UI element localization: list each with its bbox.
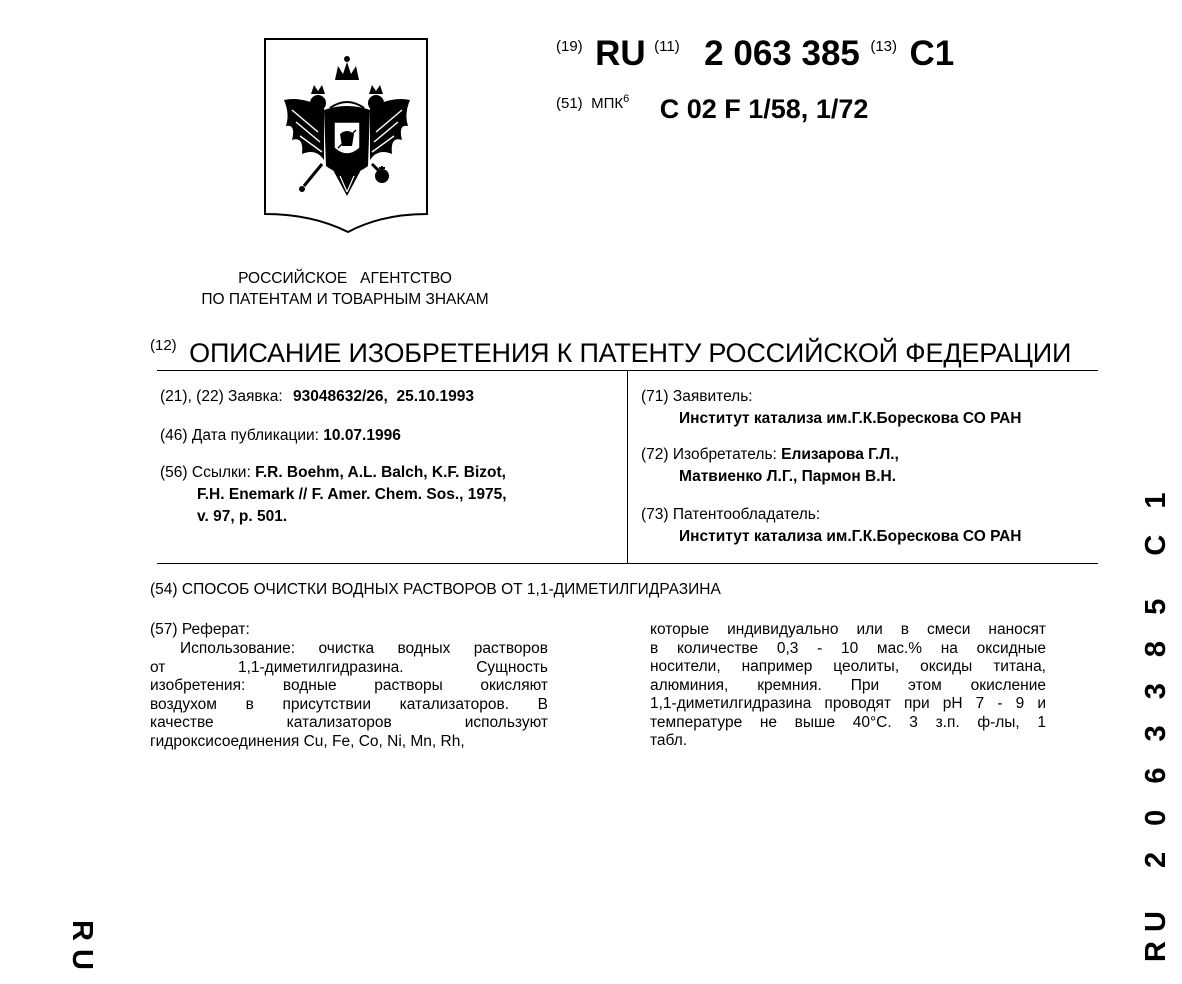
inventor-line-2: Матвиенко Л.Г., Пармон В.Н. [679,468,897,485]
right-margin-patent-number: RU 2 0 6 3 3 8 5 C 1 [1140,483,1172,962]
references-line-1: F.R. Boehm, A.L. Balch, K.F. Bizot, [255,464,506,481]
left-margin-country-code: RU [66,920,98,978]
publication-label: (46) Дата публикации: [160,427,319,444]
abstract-right-line: которые индивидуально или в смеси наносят [650,621,1046,638]
ipc-label: МПК [591,95,624,112]
abstract-right-line: в количестве 0,3 - 10 мас.% на оксидные [650,639,1046,657]
abstract-left-line: воздухом в присутствии катализаторов. В [150,695,548,713]
ipc-line [556,94,868,125]
owner-field [641,504,1021,548]
abstract-left-line: Использование: очистка водных растворов [180,640,548,657]
inventor-field [641,444,899,488]
owner-value: Институт катализа им.Г.К.Борескова СО РАН [679,528,1022,545]
publication-field [160,425,401,447]
patent-header-line [556,34,954,84]
invention-title: (54) СПОСОБ ОЧИСТКИ ВОДНЫХ РАСТВОРОВ ОТ 1,1-ДИМЕТИЛГИДРАЗИНА [150,581,721,598]
abstract-left-column [150,640,548,751]
inventor-label: (72) Изобретатель: [641,446,777,463]
abstract-right-line: 1,1-диметилгидразина проводят при pH 7 - 9 и [650,695,1046,712]
owner-label: (73) Патентообладатель: [641,506,821,523]
applicant-value: Институт катализа им.Г.К.Борескова СО РАН [679,410,1022,427]
abstract-left-line: изобретения: водные растворы окисляют [150,677,548,694]
abstract-right-line: табл. [650,732,688,749]
abstract-label: (57) Реферат: [150,621,250,638]
references-line-3: v. 97, p. 501. [197,508,288,525]
code-11: (11) [654,38,680,55]
column-divider [627,370,628,563]
agency-line-2: ПО ПАТЕНТАМ И ТОВАРНЫМ ЗНАКАМ [201,291,489,308]
code-51: (51) [556,95,583,112]
abstract-right-column [650,621,1046,751]
abstract-right-line: температуре не выше 40°С. 3 з.п. ф-лы, 1 [650,713,1046,731]
patent-number: 2 063 385 [704,34,860,73]
code-19: (19) [556,38,583,55]
code-12: (12) [150,337,177,354]
ipc-edition: 6 [623,93,630,105]
application-field [160,386,474,408]
abstract-left-line: от 1,1-диметилгидразина. Сущность [150,658,548,676]
abstract-right-line: носители, например цеолиты, оксиды титана, [650,658,1046,675]
document-title [150,338,1071,369]
references-field [160,462,507,528]
references-line-2: F.H. Enemark // F. Amer. Chem. Sos., 1975, [197,486,507,503]
country-code: RU [595,34,646,73]
abstract-left-line: качестве катализаторов используют [150,714,548,731]
agency-name [160,268,530,310]
application-value: 93048632/26, 25.10.1993 [293,388,475,405]
applicant-label: (71) Заявитель: [641,388,753,405]
application-label: (21), (22) Заявка: [160,388,283,405]
coat-of-arms-emblem [262,36,432,236]
ipc-classification: C 02 F 1/58, 1/72 [659,94,869,124]
agency-line-1: РОССИЙСКОЕ АГЕНТСТВО [238,270,452,287]
kind-code: C1 [909,34,955,73]
document-title-text: ОПИСАНИЕ ИЗОБРЕТЕНИЯ К ПАТЕНТУ РОССИЙСКОЙ ФЕДЕРАЦИИ [189,338,1072,368]
double-headed-eagle-icon [262,36,432,236]
abstract-right-line: алюминия, кремния. При этом окисление [650,676,1046,694]
publication-value: 10.07.1996 [323,427,401,444]
bottom-divider [157,563,1098,564]
applicant-field [641,386,1021,430]
code-13: (13) [870,38,898,55]
references-label: (56) Ссылки: [160,464,251,481]
abstract-left-line: гидроксисоединения Cu, Fe, Co, Ni, Mn, Rh, [150,732,465,750]
inventor-line-1: Елизарова Г.Л., [781,446,899,463]
